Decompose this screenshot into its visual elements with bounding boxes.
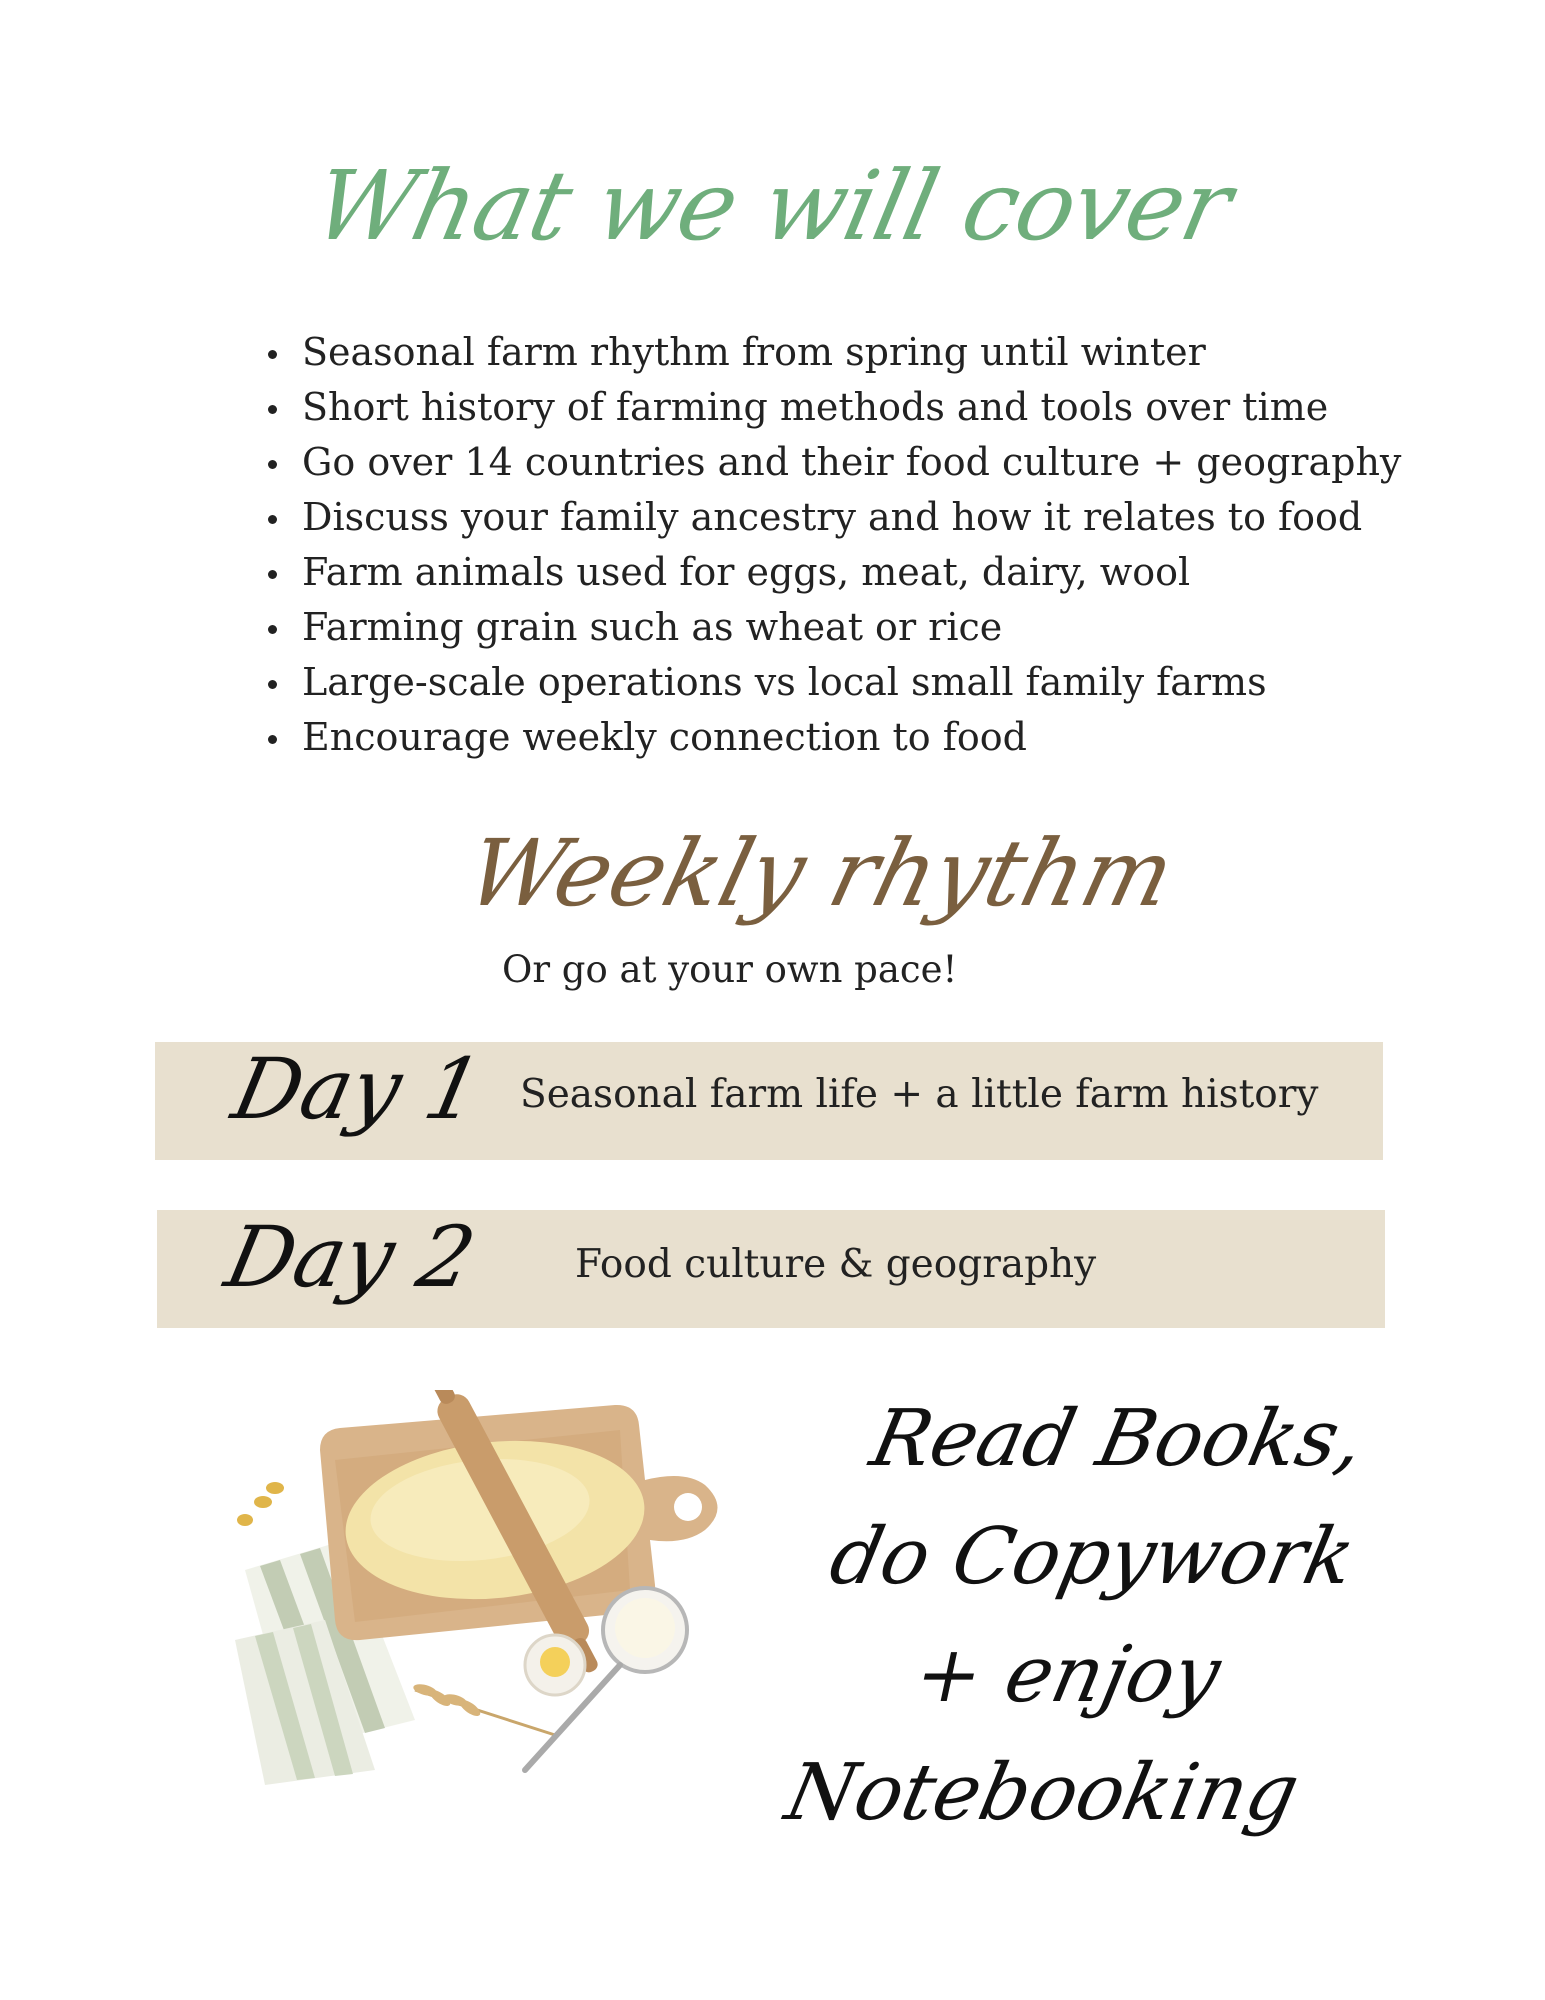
cover-list <box>268 325 1401 765</box>
closing-line-2: do Copywork <box>822 1512 1363 1602</box>
list-item: Large-scale operations vs local small family farms <box>268 655 1401 710</box>
day-2-label: Day 2 <box>217 1208 484 1306</box>
closing-line-1: Read Books, <box>863 1394 1372 1484</box>
list-item: Seasonal farm rhythm from spring until winter <box>268 325 1401 380</box>
list-item: Go over 14 countries and their food culture + geography <box>268 435 1401 490</box>
list-item: Farm animals used for eggs, meat, dairy, wool <box>268 545 1401 600</box>
list-item: Discuss your family ancestry and how it relates to food <box>268 490 1401 545</box>
day-1-description: Seasonal farm life + a little farm history <box>520 1072 1319 1117</box>
list-item: Farming grain such as wheat or rice <box>268 600 1401 655</box>
list-item: Encourage weekly connection to food <box>268 710 1401 765</box>
list-item: Short history of farming methods and tools over time <box>268 380 1401 435</box>
baking-board-icon <box>225 1390 745 1800</box>
closing-line-3: + enjoy Notebooking <box>778 1630 1307 1838</box>
closing-message <box>730 1380 1430 1852</box>
day-1-label: Day 1 <box>224 1040 491 1138</box>
day-2-description: Food culture & geography <box>575 1242 1097 1287</box>
cover-title: What we will cover <box>304 150 1241 262</box>
weekly-subtitle: Or go at your own pace! <box>502 948 958 991</box>
weekly-title: Weekly rhythm <box>456 820 1185 927</box>
baking-board-illustration <box>225 1390 745 1804</box>
